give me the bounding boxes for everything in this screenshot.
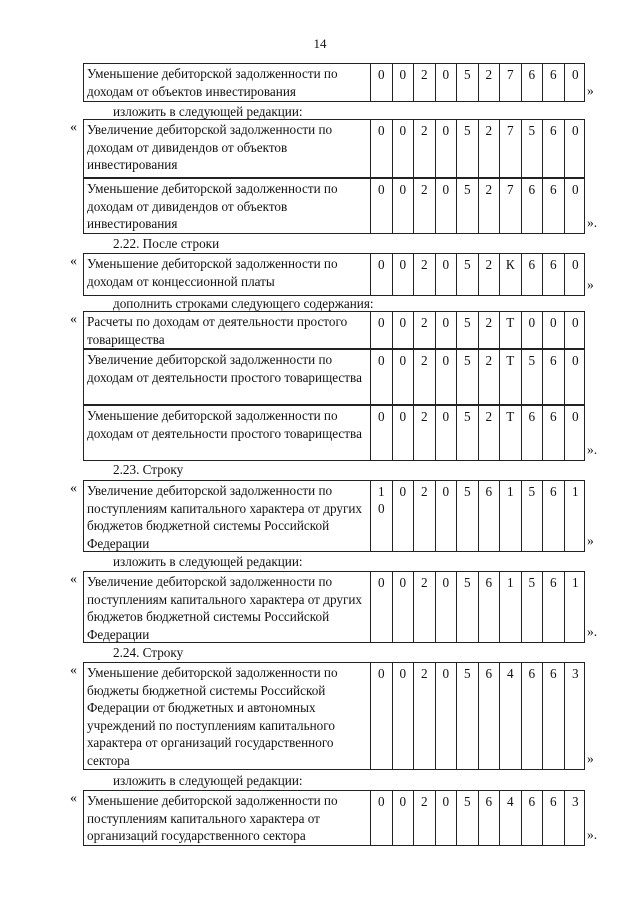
code-digit: 4	[500, 663, 522, 769]
code-digit: 0	[543, 312, 565, 348]
code-digit: 0	[393, 254, 415, 295]
code-digit: 2	[414, 663, 436, 769]
code-digit: 2	[414, 254, 436, 295]
code-digit: 0	[571, 182, 579, 197]
code-digit: 6	[543, 481, 565, 551]
code-digit: 0	[436, 350, 458, 404]
code-digit: 0	[571, 353, 579, 368]
table-row	[83, 349, 585, 405]
table-row	[83, 790, 585, 846]
close-quote: ».	[587, 442, 598, 457]
code-digit: 2	[414, 64, 436, 101]
code-digit: 5	[457, 64, 479, 101]
code-digit: 5	[457, 572, 479, 642]
code-digit: 0	[571, 123, 579, 138]
code-digit: 6	[543, 179, 565, 233]
code-digit: 3	[571, 794, 579, 809]
code-digit: 0	[436, 663, 458, 769]
row-description: Увеличение дебиторской задолженности по поступлениям капитального характера от других бюджетов бюджетной системы Российской Федерации	[84, 481, 371, 551]
code-digit: 6	[522, 406, 544, 460]
table-row	[83, 311, 585, 349]
code-digit: 5	[457, 120, 479, 177]
code-digit: Т	[500, 312, 522, 348]
close-quote: ».	[587, 827, 598, 842]
close-quote: »	[587, 277, 594, 292]
code-digit: 2	[479, 120, 501, 177]
code-digit: 6	[543, 572, 565, 642]
code-digit: 2	[414, 481, 436, 551]
code-digit: 0	[371, 120, 393, 177]
code-digit: 0	[436, 254, 458, 295]
open-quote: «	[70, 312, 77, 327]
code-digit: 0	[436, 312, 458, 348]
code-digit: 0	[393, 663, 415, 769]
code-digit: 0	[571, 257, 579, 272]
table-row	[83, 480, 585, 552]
code-digit: 6	[522, 179, 544, 233]
code-digit: 6	[543, 120, 565, 177]
instruction-text: 2.23. Строку	[113, 462, 184, 477]
code-digit: 5	[457, 481, 479, 551]
table-row	[83, 662, 585, 770]
open-quote: «	[70, 120, 77, 135]
row-description: Увеличение дебиторской задолженности по доходам от деятельности простого товарищества	[84, 350, 371, 404]
code-digit: 0	[436, 572, 458, 642]
code-digit: 0	[393, 350, 415, 404]
code-digit: 0	[436, 120, 458, 177]
code-digit: 2	[479, 64, 501, 101]
code-digit: 6	[543, 791, 565, 845]
row-description: Расчеты по доходам от деятельности простого товарищества	[84, 312, 371, 348]
code-digit: 5	[457, 254, 479, 295]
code-digit: 0	[393, 64, 415, 101]
code-digit: 2	[414, 406, 436, 460]
code-digit: 0	[371, 312, 393, 348]
code-digit: 0	[571, 67, 579, 82]
code-digit: 0	[436, 179, 458, 233]
code-digit: 6	[522, 254, 544, 295]
code-digit: 0	[436, 481, 458, 551]
code-digit: 0	[371, 179, 393, 233]
table-row	[83, 63, 585, 102]
row-description: Уменьшение дебиторской задолженности по поступлениям капитального характера от организаций государственного сектора	[84, 791, 371, 845]
instruction-text: изложить в следующей редакции:	[113, 773, 303, 788]
open-quote: «	[70, 663, 77, 678]
code-digit: 7	[500, 64, 522, 101]
row-description: Уменьшение дебиторской задолженности по бюджеты бюджетной системы Российской Федерации от бюджетных и автономных учреждений по поступлениям капитального характера от организаций государственного сектора	[84, 663, 371, 769]
row-description: Уменьшение дебиторской задолженности по доходам от дивидендов от объектов инвестирования	[84, 179, 371, 233]
code-digit: 7	[500, 120, 522, 177]
code-digit: 1	[500, 572, 522, 642]
code-digit: 0	[522, 312, 544, 348]
code-digit: 0	[393, 572, 415, 642]
code-digit: 5	[522, 572, 544, 642]
code-digit: 2	[414, 179, 436, 233]
code-digit: 5	[522, 481, 544, 551]
code-digit: 2	[414, 572, 436, 642]
code-digit: 0	[371, 254, 393, 295]
open-quote: «	[70, 254, 77, 269]
code-digit: 0	[371, 572, 393, 642]
code-digit: 6	[543, 64, 565, 101]
code-digit: 5	[522, 120, 544, 177]
page-number: 14	[313, 36, 327, 51]
code-digit: 6	[479, 481, 501, 551]
code-digit: 2	[479, 312, 501, 348]
instruction-text: дополнить строками следующего содержания:	[113, 296, 374, 311]
code-digit: 0	[371, 791, 393, 845]
code-digit: 5	[457, 312, 479, 348]
code-digit: 0	[371, 64, 393, 101]
code-digit: 1	[571, 575, 579, 590]
code-digit: 2	[479, 350, 501, 404]
code-digit: 2	[414, 120, 436, 177]
code-digit: 0	[371, 663, 393, 769]
code-digit: 0	[571, 409, 579, 424]
code-digit: 2	[479, 406, 501, 460]
code-digit: 2	[414, 350, 436, 404]
code-digit: 5	[457, 791, 479, 845]
instruction-text: 2.22. После строки	[113, 236, 220, 251]
close-quote: ».	[587, 215, 598, 230]
code-digit: 0	[393, 179, 415, 233]
code-digit: 3	[571, 666, 579, 681]
table-row	[83, 405, 585, 461]
code-digit: 1 0	[371, 481, 393, 551]
table-row	[83, 119, 585, 178]
code-digit: 5	[457, 179, 479, 233]
close-quote: ».	[587, 624, 598, 639]
code-digit: 0	[393, 406, 415, 460]
code-digit: 0	[371, 350, 393, 404]
code-digit: 2	[414, 791, 436, 845]
code-digit: 1	[571, 484, 579, 499]
row-description: Увеличение дебиторской задолженности по поступлениям капитального характера от других бюджетов бюджетной системы Российской Федерации	[84, 572, 371, 642]
instruction-text: 2.24. Строку	[113, 645, 184, 660]
code-digit: 0	[393, 312, 415, 348]
code-digit: 0	[371, 406, 393, 460]
row-description: Уменьшение дебиторской задолженности по доходам от деятельности простого товарищества	[84, 406, 371, 460]
code-digit: 0	[436, 64, 458, 101]
code-digit: 5	[522, 350, 544, 404]
table-row	[83, 178, 585, 234]
code-digit: 0	[571, 315, 579, 330]
close-quote: »	[587, 533, 594, 548]
table-row	[83, 253, 585, 296]
code-digit: 5	[457, 406, 479, 460]
row-description: Уменьшение дебиторской задолженности по доходам от объектов инвестирования	[84, 64, 371, 101]
code-digit: 7	[500, 179, 522, 233]
instruction-text: изложить в следующей редакции:	[113, 104, 303, 119]
open-quote: «	[70, 572, 77, 587]
code-digit: Т	[500, 350, 522, 404]
code-digit: 6	[543, 350, 565, 404]
code-digit: 4	[500, 791, 522, 845]
close-quote: »	[587, 83, 594, 98]
code-digit: 6	[479, 572, 501, 642]
code-digit: 5	[457, 663, 479, 769]
code-digit: 0	[393, 120, 415, 177]
code-digit: 0	[393, 791, 415, 845]
code-digit: 0	[436, 406, 458, 460]
code-digit: 5	[457, 350, 479, 404]
code-digit: Т	[500, 406, 522, 460]
code-digit: 6	[543, 254, 565, 295]
code-digit: 2	[479, 254, 501, 295]
code-digit: 0	[436, 791, 458, 845]
code-digit: 6	[479, 791, 501, 845]
code-digit: 6	[522, 791, 544, 845]
table-row	[83, 571, 585, 643]
code-digit: 2	[479, 179, 501, 233]
open-quote: «	[70, 791, 77, 806]
code-digit: 0	[393, 481, 415, 551]
code-digit: К	[500, 254, 522, 295]
code-digit: 6	[522, 663, 544, 769]
row-description: Уменьшение дебиторской задолженности по доходам от концессионной платы	[84, 254, 371, 295]
code-digit: 2	[414, 312, 436, 348]
instruction-text: изложить в следующей редакции:	[113, 554, 303, 569]
code-digit: 6	[543, 406, 565, 460]
close-quote: »	[587, 751, 594, 766]
row-description: Увеличение дебиторской задолженности по доходам от дивидендов от объектов инвестирования	[84, 120, 371, 177]
code-digit: 6	[522, 64, 544, 101]
code-digit: 6	[543, 663, 565, 769]
code-digit: 1	[500, 481, 522, 551]
code-digit: 6	[479, 663, 501, 769]
open-quote: «	[70, 481, 77, 496]
